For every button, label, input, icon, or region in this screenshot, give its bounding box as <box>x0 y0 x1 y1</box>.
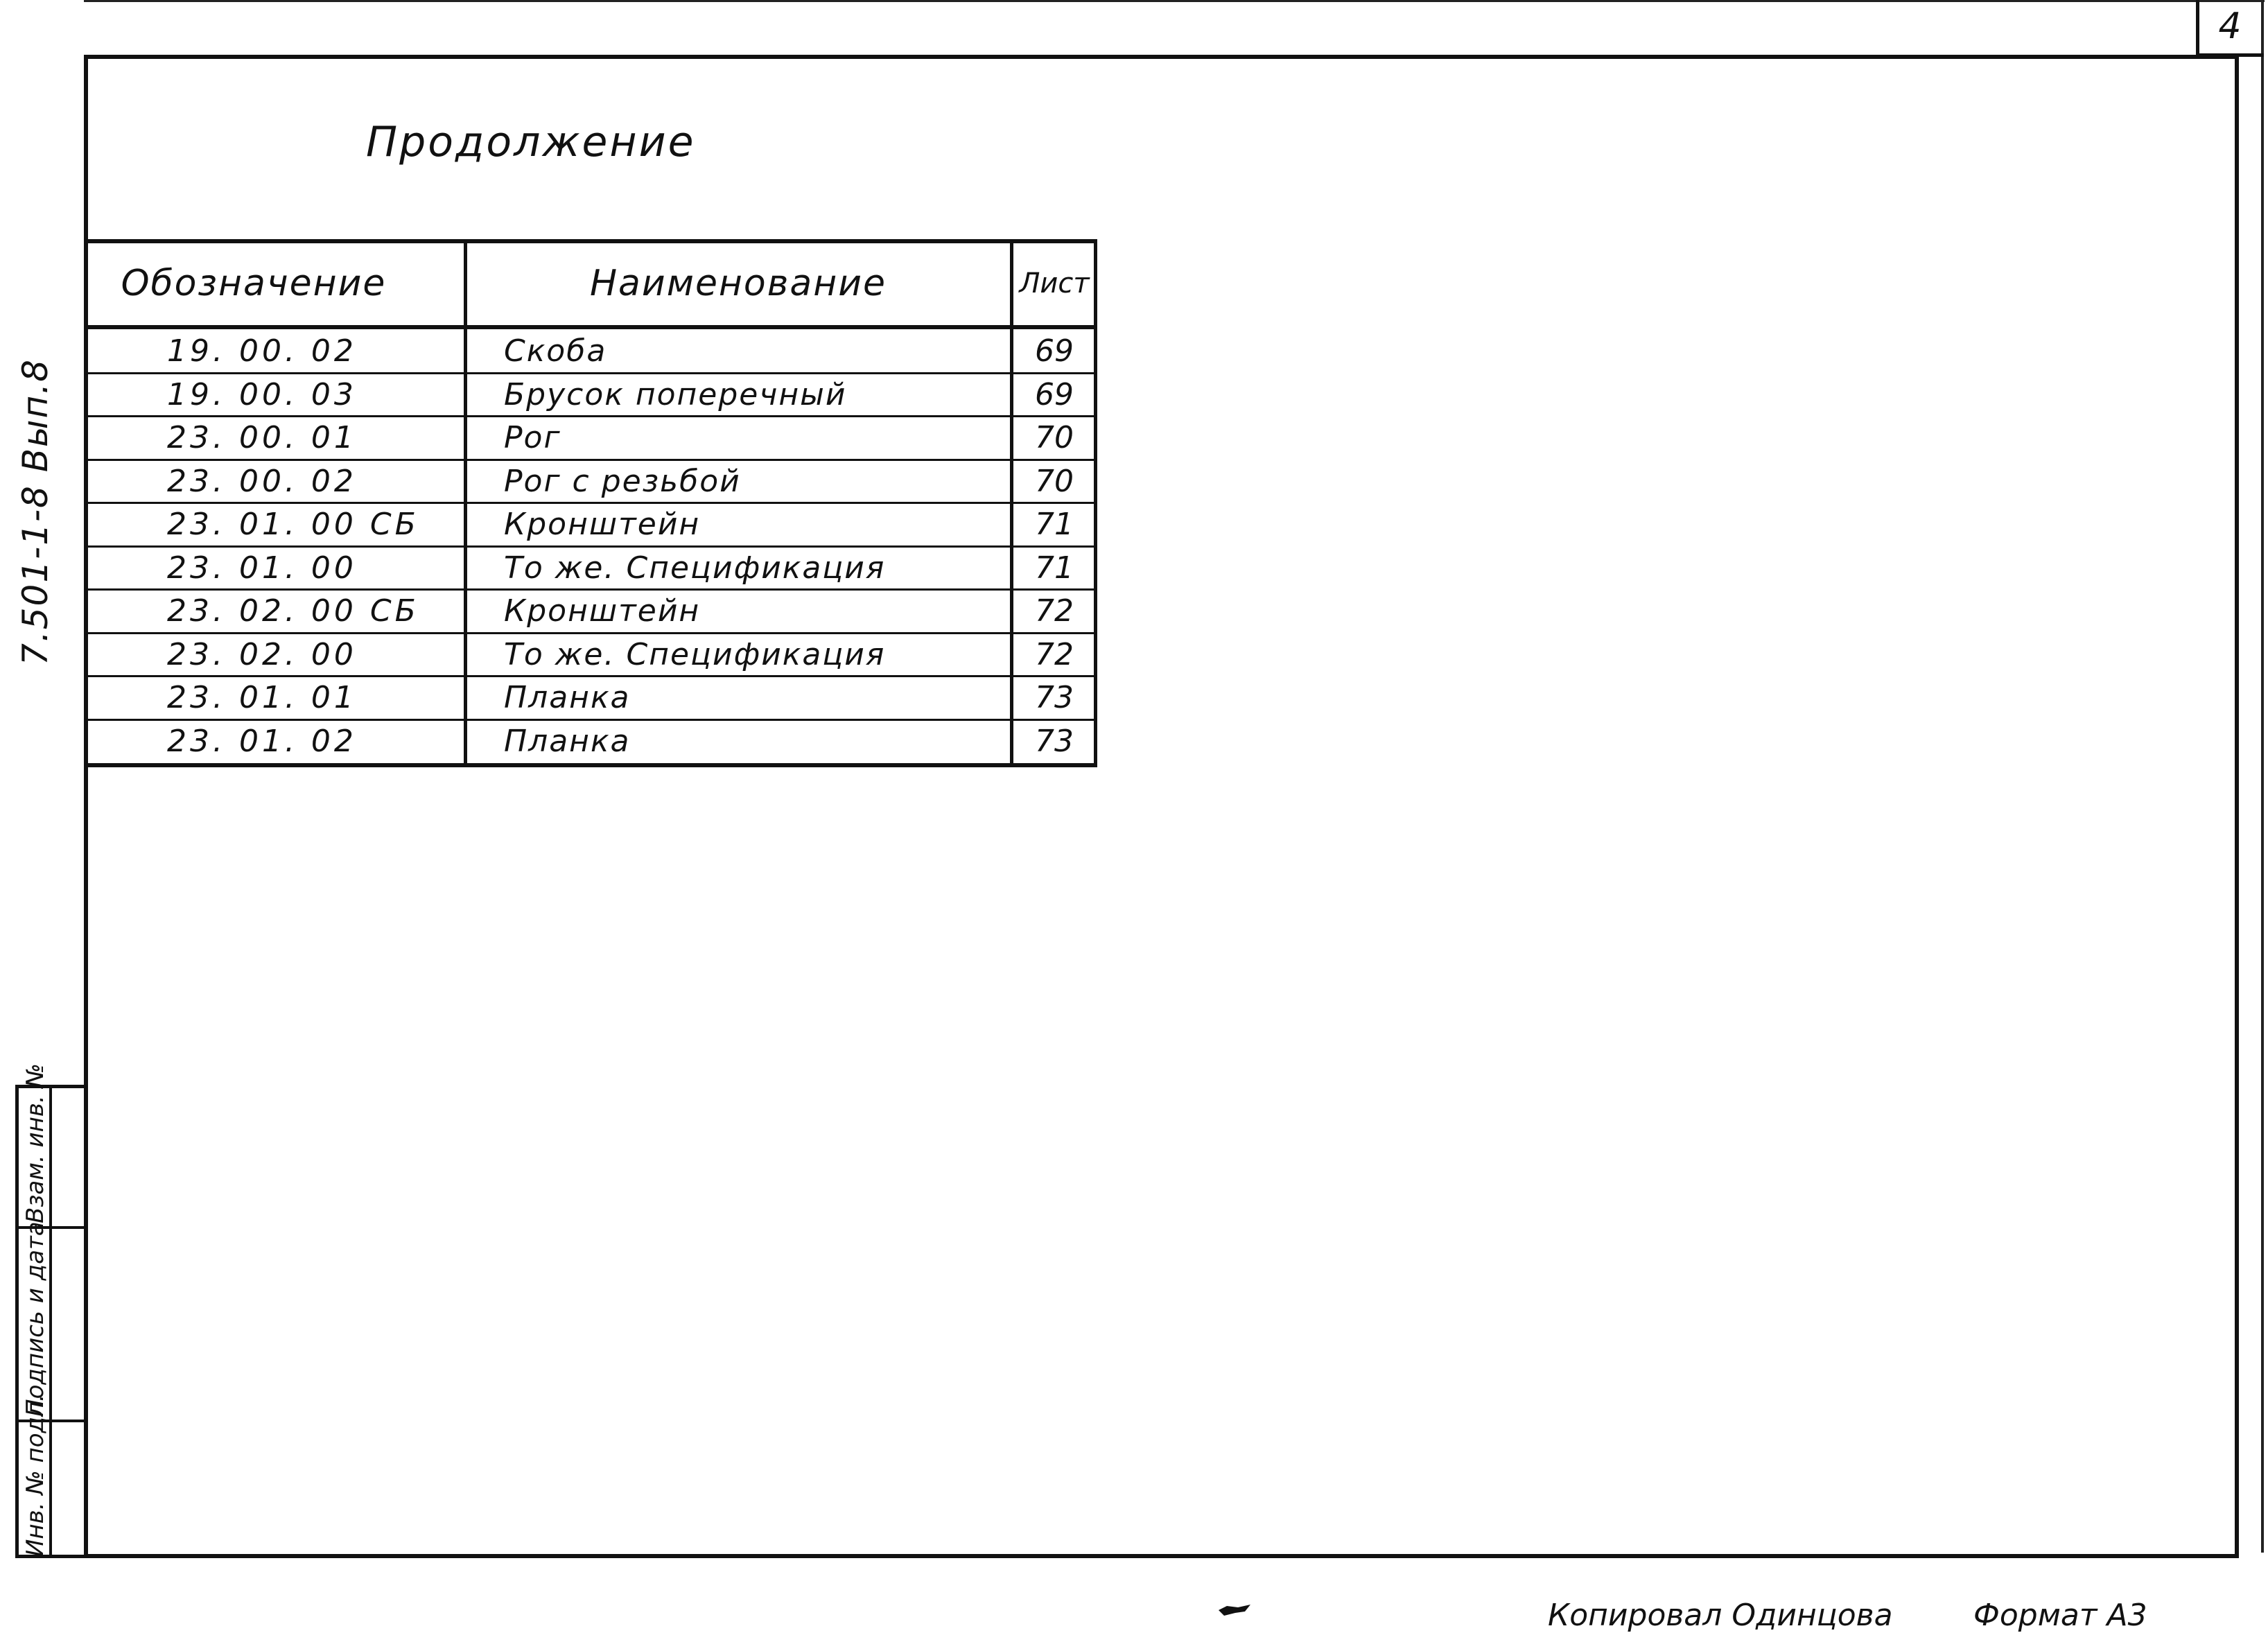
stamp-box <box>15 1063 84 1558</box>
row-name: Кронштейн <box>504 593 701 629</box>
row-name: Рог <box>504 419 561 455</box>
row-sheet: 69 <box>1035 333 1074 369</box>
header-designation-label: Обозначение <box>121 263 387 304</box>
row-sheet: 73 <box>1035 679 1074 715</box>
scan-mark <box>1217 1603 1252 1617</box>
row-designation: 23. 01. 01 <box>167 679 357 715</box>
row-name: Кронштейн <box>504 506 701 542</box>
table-bottom-line <box>84 763 1097 767</box>
side-document-code: 7.501-1-8 Вып.8 <box>15 358 55 665</box>
table-row <box>84 373 1097 416</box>
stamp-inv-original: Инв. № подл. <box>21 1394 49 1557</box>
copied-by: Копировал Одинцова <box>1548 1598 1893 1633</box>
row-name: То же. Спецификация <box>504 550 886 586</box>
row-name: То же. Спецификация <box>504 636 886 672</box>
table-row <box>84 589 1097 632</box>
row-sheet: 70 <box>1035 463 1074 499</box>
row-name: Планка <box>504 723 631 759</box>
stamp-replace-inv: Взам. инв. № <box>21 1063 49 1223</box>
row-sheet: 70 <box>1035 419 1074 455</box>
table-row <box>84 633 1097 676</box>
row-sheet: 73 <box>1035 723 1074 759</box>
header-sheet <box>1011 239 1097 328</box>
header-name-label: Наименование <box>589 263 887 304</box>
row-designation: 19. 00. 02 <box>167 333 357 369</box>
row-sheet: 71 <box>1035 550 1074 586</box>
row-name: Планка <box>504 679 631 715</box>
format-label: Формат А3 <box>1973 1598 2147 1633</box>
header-name <box>465 239 1011 328</box>
row-designation: 23. 01. 00 <box>167 550 357 586</box>
row-sheet: 69 <box>1035 376 1074 412</box>
row-designation: 23. 02. 00 <box>167 636 357 672</box>
header-sheet-label: Лист <box>1019 268 1090 299</box>
page-number: 4 <box>2218 6 2242 47</box>
row-sheet: 72 <box>1035 636 1074 672</box>
table-row <box>84 676 1097 719</box>
row-designation: 19. 00. 03 <box>167 376 357 412</box>
stamp-signature-date: Подпись и дата <box>21 1221 49 1417</box>
row-name: Скоба <box>504 333 607 369</box>
right-border <box>2261 0 2264 1553</box>
header-designation <box>84 239 465 328</box>
page-title: Продолжение <box>366 118 696 166</box>
table-row <box>84 719 1097 762</box>
table-row <box>84 503 1097 545</box>
row-designation: 23. 00. 01 <box>167 419 357 455</box>
row-designation: 23. 02. 00 СБ <box>167 593 419 629</box>
row-designation: 23. 01. 02 <box>167 723 357 759</box>
spec-table <box>84 239 1097 767</box>
top-border <box>84 0 2265 2</box>
table-row <box>84 329 1097 372</box>
table-row <box>84 546 1097 589</box>
row-sheet: 72 <box>1035 593 1074 629</box>
row-name: Рог с резьбой <box>504 463 741 499</box>
stamp-divider <box>49 1088 52 1558</box>
row-sheet: 71 <box>1035 506 1074 542</box>
row-name: Брусок поперечный <box>504 376 847 412</box>
table-row <box>84 460 1097 503</box>
table-row <box>84 416 1097 459</box>
row-designation: 23. 00. 02 <box>167 463 357 499</box>
row-designation: 23. 01. 00 СБ <box>167 506 419 542</box>
